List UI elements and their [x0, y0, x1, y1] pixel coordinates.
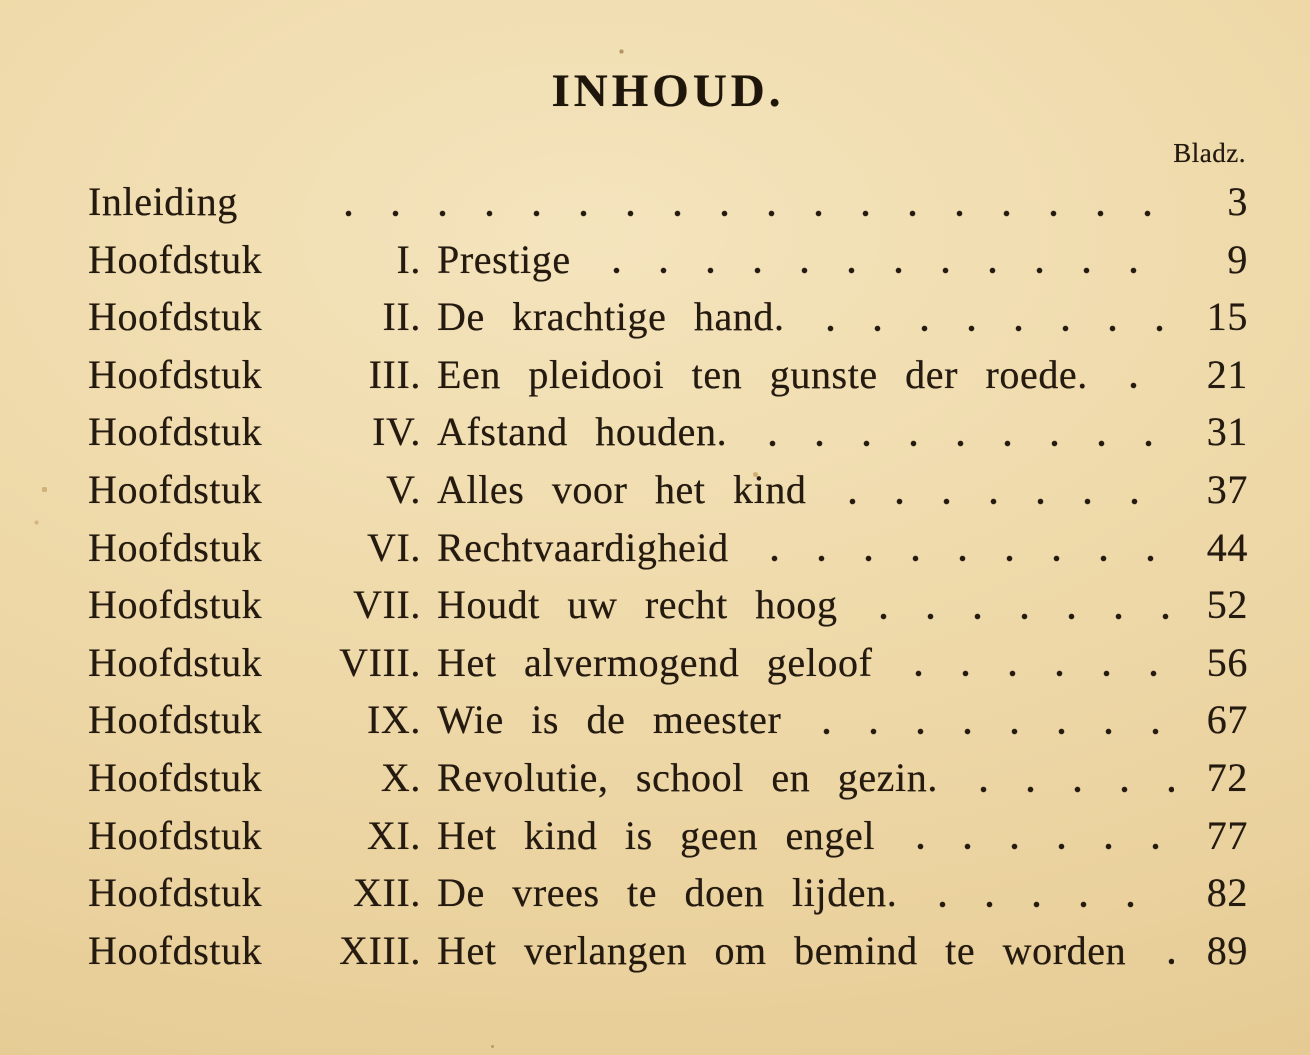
- entry-label: Hoofdstuk: [88, 927, 263, 973]
- chapter-numeral: VII.: [353, 582, 421, 628]
- chapter-title: De krachtige hand.: [437, 294, 785, 340]
- dot-leader: [325, 173, 1174, 231]
- toc-row-inleiding: [88, 173, 1248, 231]
- dot-leader: [895, 634, 1174, 692]
- page-number: 31: [1206, 409, 1248, 455]
- chapter-title: Alles voor het kind: [437, 466, 807, 512]
- entry-label: Inleiding: [88, 179, 238, 224]
- dot-leader: [860, 576, 1174, 634]
- entry-label: Hoofdstuk: [88, 351, 263, 397]
- toc-row-chapter-3: [88, 346, 1248, 404]
- page-number: 89: [1206, 927, 1248, 973]
- page-title: INHOUD.: [551, 65, 785, 117]
- chapter-title: Het alvermogend geloof: [437, 639, 873, 685]
- toc-row-chapter-5: [88, 461, 1248, 519]
- chapter-numeral: IV.: [372, 409, 421, 455]
- page-number: 82: [1206, 870, 1248, 916]
- chapter-title: Revolutie, school en gezin.: [437, 754, 938, 800]
- entry-label: Hoofdstuk: [88, 466, 263, 512]
- chapter-numeral: IX.: [366, 697, 421, 743]
- entry-label: Hoofdstuk: [88, 294, 263, 340]
- entry-label: Hoofdstuk: [88, 639, 263, 685]
- page-number: 67: [1206, 697, 1248, 743]
- table-of-contents: [88, 173, 1248, 979]
- entry-label: Hoofdstuk: [88, 409, 263, 455]
- chapter-numeral: V.: [386, 466, 421, 512]
- chapter-title: Afstand houden.: [437, 409, 728, 455]
- dot-leader: [803, 691, 1174, 749]
- page-number: 37: [1206, 466, 1248, 512]
- chapter-title: Een pleidooi ten gunste der roede.: [437, 351, 1088, 397]
- chapter-numeral: XII.: [353, 870, 421, 916]
- chapter-numeral: II.: [382, 294, 421, 340]
- toc-row-chapter-7: [88, 576, 1248, 634]
- toc-row-chapter-10: [88, 749, 1248, 807]
- dot-leader: [960, 749, 1174, 807]
- chapter-title: Rechtvaardigheid: [437, 524, 729, 570]
- page-number: 44: [1206, 524, 1248, 570]
- toc-row-chapter-11: [88, 807, 1248, 865]
- toc-row-chapter-6: [88, 519, 1248, 577]
- chapter-numeral: I.: [396, 236, 421, 282]
- dot-leader: [751, 519, 1174, 577]
- chapter-title: Het verlangen om bemind te worden: [437, 927, 1127, 973]
- entry-label: Hoofdstuk: [88, 812, 263, 858]
- page-number: 9: [1227, 236, 1248, 282]
- toc-row-chapter-9: [88, 691, 1248, 749]
- page-number: 21: [1206, 351, 1248, 397]
- chapter-numeral: VI.: [366, 524, 421, 570]
- chapter-numeral: XI.: [366, 812, 421, 858]
- page-number: 52: [1206, 582, 1248, 628]
- page-number: 15: [1206, 294, 1248, 340]
- dot-leader: [1110, 346, 1174, 404]
- entry-label: Hoofdstuk: [88, 524, 263, 570]
- entry-label: Hoofdstuk: [88, 236, 263, 282]
- dot-leader: [829, 461, 1174, 519]
- entry-label: Hoofdstuk: [88, 870, 263, 916]
- page-number: 72: [1206, 754, 1248, 800]
- entry-label: Hoofdstuk: [88, 697, 263, 743]
- dot-leader: [1148, 922, 1174, 980]
- chapter-numeral: III.: [368, 351, 421, 397]
- toc-row-chapter-1: [88, 231, 1248, 289]
- chapter-title: Wie is de meester: [437, 697, 782, 743]
- toc-row-chapter-8: [88, 634, 1248, 692]
- chapter-title: Het kind is geen engel: [437, 812, 876, 858]
- dot-leader: [807, 288, 1174, 346]
- chapter-numeral: XIII.: [339, 927, 421, 973]
- page-number-column-header: Bladz.: [1173, 138, 1246, 168]
- chapter-title: De vrees te doen lijden.: [437, 870, 898, 916]
- dot-leader: [749, 403, 1174, 461]
- page-number: 77: [1206, 812, 1248, 858]
- page-number: 3: [1227, 179, 1248, 224]
- dot-leader: [919, 864, 1174, 922]
- toc-row-chapter-12: [88, 864, 1248, 922]
- page-number: 56: [1206, 639, 1248, 685]
- chapter-numeral: X.: [380, 754, 421, 800]
- toc-row-chapter-2: [88, 288, 1248, 346]
- chapter-title: Prestige: [437, 236, 571, 282]
- toc-row-chapter-4: [88, 403, 1248, 461]
- chapter-title: Houdt uw recht hoog: [437, 582, 838, 628]
- entry-label: Hoofdstuk: [88, 754, 263, 800]
- toc-row-chapter-13: [88, 922, 1248, 980]
- dot-leader: [593, 231, 1174, 289]
- entry-label: Hoofdstuk: [88, 582, 263, 628]
- dot-leader: [897, 807, 1174, 865]
- chapter-numeral: VIII.: [339, 639, 421, 685]
